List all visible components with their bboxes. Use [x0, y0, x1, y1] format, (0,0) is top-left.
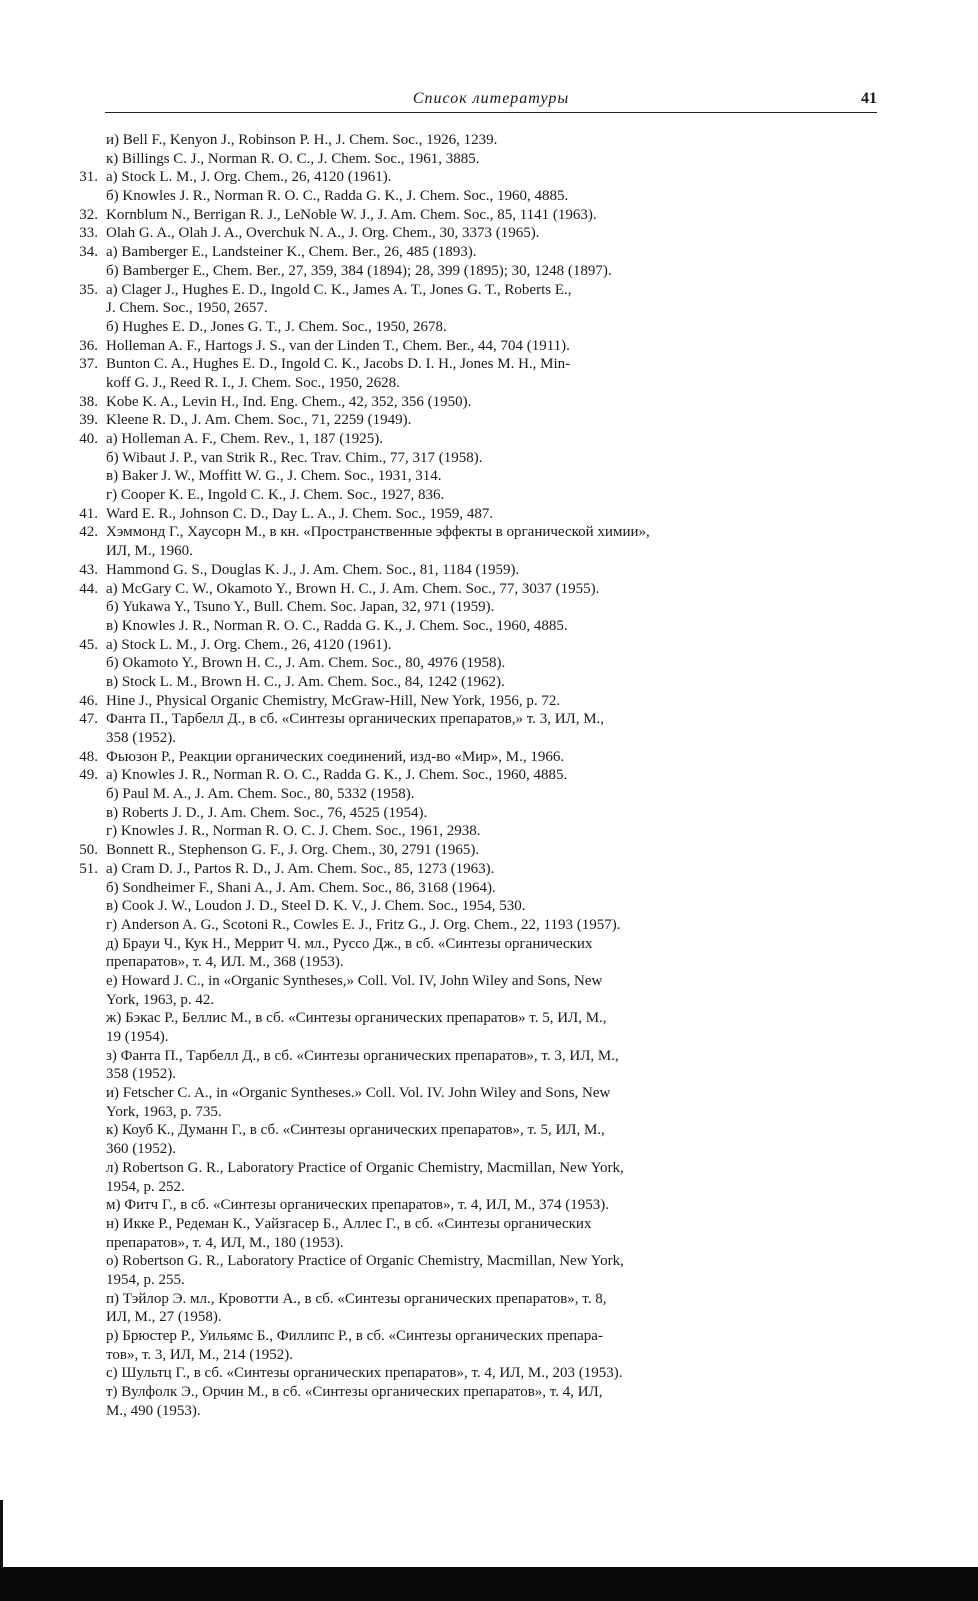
reference-number: 33.	[79, 225, 98, 242]
reference-number: 38.	[79, 393, 98, 410]
reference-line	[68, 636, 880, 655]
reference-text: Хэммонд Г., Хаусорн М., в кн. «Пространственные эффекты в органической химии»,	[106, 524, 650, 541]
reference-line	[68, 1346, 880, 1365]
reference-text: Bunton C. A., Hughes E. D., Ingold C. K., Jacobs D. I. H., Jones M. H., Min-	[106, 356, 571, 373]
reference-line	[68, 1308, 880, 1327]
reference-number: 50.	[79, 842, 98, 859]
reference-line	[68, 991, 880, 1010]
reference-number: 44.	[79, 580, 98, 597]
reference-text: и) Fetscher C. A., in «Organic Syntheses.» Coll. Vol. IV. John Wiley and Sons, New	[106, 1085, 611, 1102]
reference-list	[68, 131, 880, 1420]
reference-text: а) Knowles J. R., Norman R. O. C., Radda G. K., J. Chem. Soc., 1960, 4885.	[106, 767, 568, 784]
reference-line	[68, 281, 880, 300]
reference-text: п) Тэйлор Э. мл., Кровотти А., в сб. «Синтезы органических препаратов», т. 8,	[106, 1290, 607, 1307]
reference-number: 49.	[79, 767, 98, 784]
reference-line	[68, 1140, 880, 1159]
reference-line	[68, 542, 880, 561]
reference-text: тов», т. 3, ИЛ, М., 214 (1952).	[106, 1346, 293, 1363]
reference-line	[68, 1402, 880, 1421]
reference-text: е) Howard J. C., in «Organic Syntheses,» Coll. Vol. IV, John Wiley and Sons, New	[106, 972, 603, 989]
reference-line	[68, 1178, 880, 1197]
reference-number: 34.	[79, 244, 98, 261]
reference-line	[68, 467, 880, 486]
reference-line	[68, 617, 880, 636]
reference-text: Bonnett R., Stephenson G. F., J. Org. Chem., 30, 2791 (1965).	[106, 842, 480, 859]
reference-line	[68, 318, 880, 337]
reference-line	[68, 766, 880, 785]
reference-line	[68, 729, 880, 748]
reference-number: 35.	[79, 281, 98, 298]
reference-line	[68, 486, 880, 505]
reference-line	[68, 1252, 880, 1271]
reference-text: 358 (1952).	[106, 730, 176, 746]
reference-line	[68, 449, 880, 468]
reference-text: а) Stock L. M., J. Org. Chem., 26, 4120 (1961).	[106, 169, 392, 186]
reference-text: 360 (1952).	[106, 1141, 176, 1158]
reference-text: а) Clager J., Hughes E. D., Ingold C. K., James A. T., Jones G. T., Roberts E.,	[106, 281, 572, 298]
reference-number: 32.	[79, 206, 98, 223]
reference-line	[68, 935, 880, 954]
scan-bottom-border	[0, 1567, 978, 1601]
reference-number: 31.	[79, 169, 98, 186]
reference-line	[68, 1028, 880, 1047]
reference-text: б) Okamoto Y., Brown H. C., J. Am. Chem. Soc., 80, 4976 (1958).	[106, 655, 506, 672]
reference-number: 42.	[79, 524, 98, 541]
scan-edge-mark	[0, 1500, 3, 1570]
reference-text: с) Шультц Г., в сб. «Синтезы органических препаратов», т. 4, ИЛ, М., 203 (1953).	[106, 1365, 623, 1382]
reference-text: Kleene R. D., J. Am. Chem. Soc., 71, 2259 (1949).	[106, 412, 412, 429]
reference-line	[68, 1103, 880, 1122]
reference-number: 41.	[79, 505, 98, 522]
reference-line	[68, 393, 880, 412]
reference-text: б) Wibaut J. P., van Strik R., Rec. Trav. Chim., 77, 317 (1958).	[106, 449, 483, 466]
reference-text: к) Billings C. J., Norman R. O. C., J. Chem. Soc., 1961, 3885.	[106, 150, 480, 167]
reference-text: л) Robertson G. R., Laboratory Practice of Organic Chemistry, Macmillan, New York,	[106, 1159, 624, 1176]
reference-line	[68, 1084, 880, 1103]
reference-text: koff G. J., Reed R. I., J. Chem. Soc., 1950, 2628.	[106, 374, 400, 391]
reference-line	[68, 879, 880, 898]
reference-line	[68, 1009, 880, 1028]
reference-line	[68, 860, 880, 879]
running-header	[105, 90, 877, 113]
reference-line	[68, 206, 880, 225]
reference-line	[68, 785, 880, 804]
reference-text: 1954, p. 252.	[106, 1178, 185, 1195]
reference-line	[68, 710, 880, 729]
reference-line	[68, 1327, 880, 1346]
reference-number: 47.	[79, 711, 98, 728]
reference-number: 37.	[79, 356, 98, 373]
reference-text: р) Брюстер Р., Уильямс Б., Филлипс Р., в сб. «Синтезы органических препара-	[106, 1328, 603, 1344]
reference-text: Kornblum N., Berrigan R. J., LeNoble W. J., J. Am. Chem. Soc., 85, 1141 (1963).	[106, 206, 597, 223]
reference-text: а) Holleman A. F., Chem. Rev., 1, 187 (1925).	[106, 431, 383, 447]
reference-line	[68, 598, 880, 617]
reference-text: J. Chem. Soc., 1950, 2657.	[106, 300, 268, 317]
reference-line	[68, 1290, 880, 1309]
reference-line	[68, 131, 880, 150]
reference-line	[68, 1159, 880, 1178]
reference-text: а) Bamberger E., Landsteiner K., Chem. Ber., 26, 485 (1893).	[106, 244, 477, 261]
reference-number: 45.	[79, 636, 98, 653]
reference-text: препаратов», т. 4, ИЛ, М., 180 (1953).	[106, 1234, 344, 1251]
reference-text: York, 1963, p. 735.	[106, 1103, 222, 1120]
reference-line	[68, 673, 880, 692]
reference-line	[68, 374, 880, 393]
reference-text: м) Фитч Г., в сб. «Синтезы органических препаратов», т. 4, ИЛ, М., 374 (1953).	[106, 1197, 609, 1214]
reference-text: Фьюзон Р., Реакции органических соединений, изд-во «Мир», М., 1966.	[106, 748, 565, 765]
reference-text: 1954, p. 255.	[106, 1271, 185, 1288]
reference-text: б) Bamberger E., Chem. Ber., 27, 359, 384 (1894); 28, 399 (1895); 30, 1248 (1897).	[106, 262, 612, 279]
reference-line	[68, 1383, 880, 1402]
reference-line	[68, 411, 880, 430]
reference-text: в) Roberts J. D., J. Am. Chem. Soc., 76, 4525 (1954).	[106, 804, 428, 821]
reference-text: в) Knowles J. R., Norman R. O. C., Radda G. K., J. Chem. Soc., 1960, 4885.	[106, 617, 568, 634]
header-title: Список литературы	[412, 90, 570, 107]
reference-text: Holleman A. F., Hartogs J. S., van der Linden T., Chem. Ber., 44, 704 (1911).	[106, 337, 570, 354]
reference-text: ИЛ, М., 1960.	[106, 543, 193, 560]
reference-line	[68, 355, 880, 374]
reference-text: Olah G. A., Olah J. A., Overchuk N. A., J. Org. Chem., 30, 3373 (1965).	[106, 225, 540, 242]
reference-text: г) Cooper K. E., Ingold C. K., J. Chem. Soc., 1927, 836.	[106, 487, 445, 504]
reference-line	[68, 748, 880, 767]
reference-line	[68, 972, 880, 991]
reference-line	[68, 841, 880, 860]
reference-line	[68, 1215, 880, 1234]
reference-line	[68, 150, 880, 169]
reference-line	[68, 523, 880, 542]
reference-text: а) Stock L. M., J. Org. Chem., 26, 4120 (1961).	[106, 636, 392, 653]
reference-line	[68, 580, 880, 599]
reference-line	[68, 1234, 880, 1253]
reference-text: а) McGary C. W., Okamoto Y., Brown H. C., J. Am. Chem. Soc., 77, 3037 (1955).	[106, 580, 600, 597]
reference-line	[68, 1196, 880, 1215]
reference-line	[68, 916, 880, 935]
reference-line	[68, 168, 880, 187]
reference-line	[68, 1121, 880, 1140]
reference-line	[68, 804, 880, 823]
reference-line	[68, 262, 880, 281]
reference-text: г) Anderson A. G., Scotoni R., Cowles E. J., Fritz G., J. Org. Chem., 22, 1193 (1957).	[106, 916, 621, 933]
reference-line	[68, 822, 880, 841]
reference-text: б) Sondheimer F., Shani A., J. Am. Chem. Soc., 86, 3168 (1964).	[106, 879, 496, 896]
reference-text: Hine J., Physical Organic Chemistry, McGraw-Hill, New York, 1956, p. 72.	[106, 692, 561, 709]
reference-line	[68, 1271, 880, 1290]
reference-text: М., 490 (1953).	[106, 1402, 201, 1419]
reference-text: в) Baker J. W., Moffitt W. G., J. Chem. Soc., 1931, 314.	[106, 468, 442, 485]
reference-line	[68, 897, 880, 916]
reference-number: 36.	[79, 337, 98, 354]
reference-text: Ward E. R., Johnson C. D., Day L. A., J. Chem. Soc., 1959, 487.	[106, 505, 494, 522]
reference-line	[68, 187, 880, 206]
reference-line	[68, 561, 880, 580]
reference-line	[68, 1065, 880, 1084]
reference-line	[68, 430, 880, 449]
reference-line	[68, 953, 880, 972]
reference-line	[68, 692, 880, 711]
reference-line	[68, 1364, 880, 1383]
reference-text: препаратов», т. 4, ИЛ. М., 368 (1953).	[106, 954, 344, 971]
reference-line	[68, 1047, 880, 1066]
reference-text: к) Коуб К., Думанн Г., в сб. «Синтезы органических препаратов», т. 5, ИЛ, М.,	[106, 1122, 605, 1139]
reference-text: ИЛ, М., 27 (1958).	[106, 1309, 222, 1326]
reference-line	[68, 337, 880, 356]
reference-text: Kobe K. A., Levin H., Ind. Eng. Chem., 42, 352, 356 (1950).	[106, 393, 472, 410]
reference-text: о) Robertson G. R., Laboratory Practice of Organic Chemistry, Macmillan, New York,	[106, 1253, 624, 1270]
reference-text: н) Икке Р., Редеман К., Уайзгасер Б., Аллес Г., в сб. «Синтезы органических	[106, 1215, 592, 1232]
reference-text: г) Knowles J. R., Norman R. O. C. J. Chem. Soc., 1961, 2938.	[106, 823, 481, 840]
reference-text: а) Cram D. J., Partos R. D., J. Am. Chem. Soc., 85, 1273 (1963).	[106, 860, 495, 877]
reference-text: з) Фанта П., Тарбелл Д., в сб. «Синтезы органических препаратов», т. 3, ИЛ, М.,	[106, 1047, 619, 1064]
reference-text: б) Paul M. A., J. Am. Chem. Soc., 80, 5332 (1958).	[106, 786, 415, 803]
reference-number: 43.	[79, 561, 98, 578]
reference-text: 19 (1954).	[106, 1029, 169, 1045]
reference-text: б) Hughes E. D., Jones G. T., J. Chem. Soc., 1950, 2678.	[106, 318, 447, 335]
reference-number: 51.	[79, 860, 98, 877]
reference-number: 46.	[79, 692, 98, 709]
reference-line	[68, 505, 880, 524]
reference-text: т) Вулфолк Э., Орчин М., в сб. «Синтезы органических препаратов», т. 4, ИЛ,	[106, 1384, 603, 1401]
reference-number: 40.	[79, 431, 98, 447]
reference-text: Фанта П., Тарбелл Д., в сб. «Синтезы органических препаратов,» т. 3, ИЛ, М.,	[106, 711, 605, 728]
reference-text: в) Stock L. M., Brown H. C., J. Am. Chem. Soc., 84, 1242 (1962).	[106, 673, 505, 690]
reference-number: 39.	[79, 412, 98, 429]
reference-text: 358 (1952).	[106, 1066, 176, 1083]
reference-text: б) Knowles J. R., Norman R. O. C., Radda G. K., J. Chem. Soc., 1960, 4885.	[106, 188, 569, 205]
reference-text: Hammond G. S., Douglas K. J., J. Am. Chem. Soc., 81, 1184 (1959).	[106, 561, 520, 578]
reference-text: York, 1963, p. 42.	[106, 991, 215, 1008]
reference-text: д) Брауи Ч., Кук Н., Меррит Ч. мл., Руссо Дж., в сб. «Синтезы органических	[106, 935, 593, 952]
reference-text: в) Cook J. W., Loudon J. D., Steel D. K. V., J. Chem. Soc., 1954, 530.	[106, 898, 526, 915]
reference-line	[68, 299, 880, 318]
reference-text: б) Yukawa Y., Tsuno Y., Bull. Chem. Soc. Japan, 32, 971 (1959).	[106, 599, 495, 616]
reference-line	[68, 243, 880, 262]
reference-line	[68, 224, 880, 243]
reference-text: и) Bell F., Kenyon J., Robinson P. H., J. Chem. Soc., 1926, 1239.	[106, 132, 498, 148]
page-number: 41	[861, 90, 877, 107]
reference-number: 48.	[79, 748, 98, 765]
reference-text: ж) Бэкас Р., Беллис М., в сб. «Синтезы органических препаратов» т. 5, ИЛ, М.,	[106, 1010, 607, 1027]
reference-line	[68, 654, 880, 673]
